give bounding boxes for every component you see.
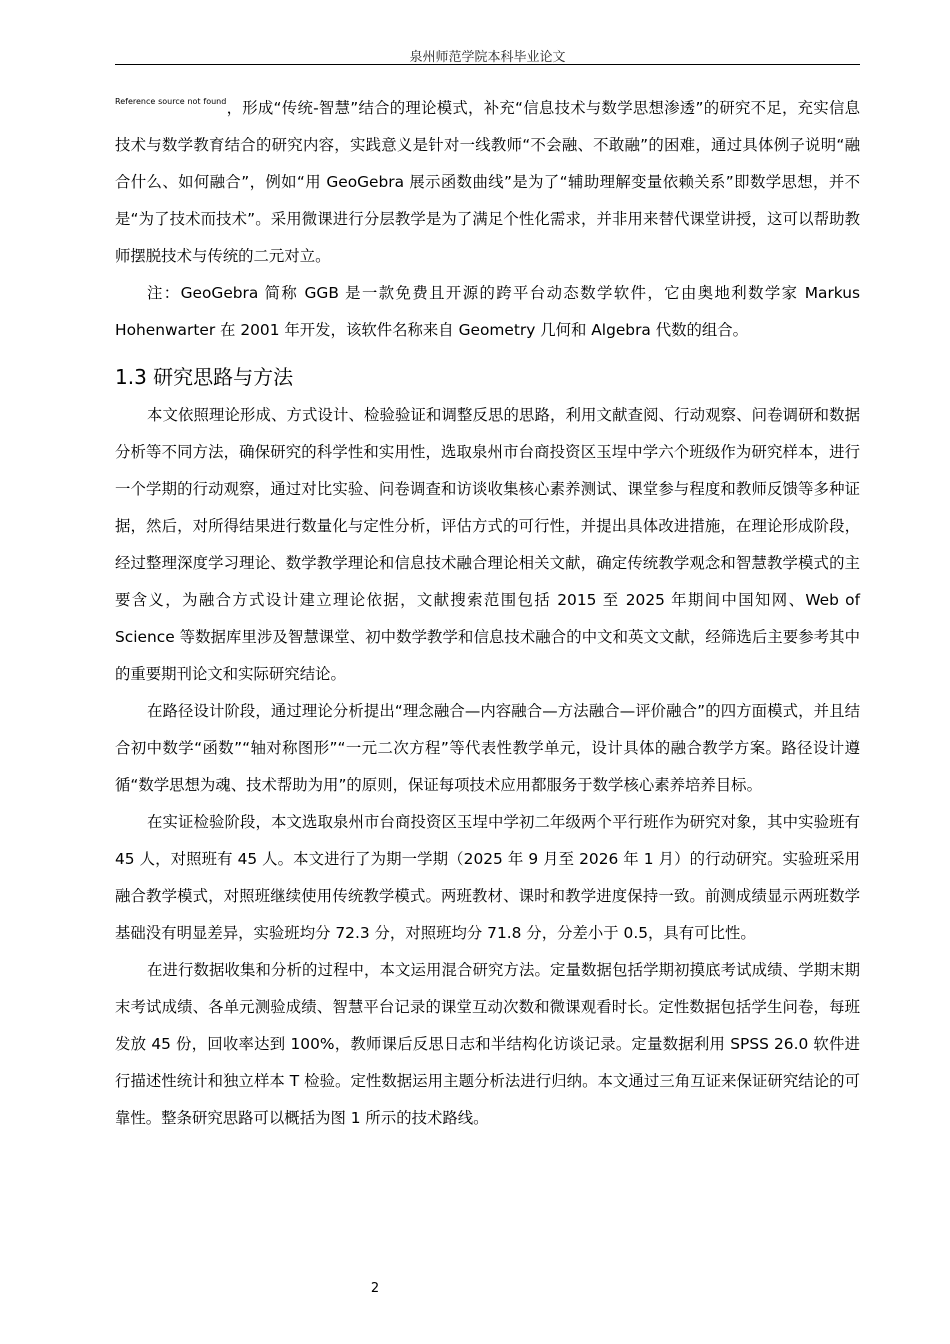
paragraph-continuation <box>115 90 860 275</box>
paragraph-continuation-text: ，形成“传统-智慧”结合的理论模式，补充“信息技术与数学思想渗透”的研究不足，充实信息技术与数学教育结合的研究内容，实践意义是针对一线教师“不会融、不敢融”的困难，通过具体例子说明“融合什么、如何融合”，例如“用 GeoGebra 展示函数曲线”是为了“辅助理解变量依赖关系”即数学思想，并不是“为了技术而技术”。采用微课进行分层教学是为了满足个性化需求，并非用来替代课堂讲授，这可以帮助教师摆脱技术与传统的二元对立。 <box>115 99 860 265</box>
paragraph-research-approach: 本文依照理论形成、方式设计、检验验证和调整反思的思路，利用文献查阅、行动观察、问卷调研和数据分析等不同方法，确保研究的科学性和实用性，选取泉州市台商投资区玉埕中学六个班级作为研究样本，进行一个学期的行动观察，通过对比实验、问卷调查和访谈收集核心素养测试、课堂参与程度和教师反馈等多种证据，然后，对所得结果进行数量化与定性分析，评估方式的可行性，并提出具体改进措施，在理论形成阶段，经过整理深度学习理论、数学教学理论和信息技术融合理论相关文献，确定传统教学观念和智慧教学模式的主要含义，为融合方式设计建立理论依据，文献搜索范围包括 2015 至 2025 年期间中国知网、Web of Science 等数据库里涉及智慧课堂、初中数学教学和信息技术融合的中文和英文文献，经筛选后主要参考其中的重要期刊论文和实际研究结论。 <box>115 406 860 683</box>
document-body <box>115 90 860 1137</box>
paragraph-empirical-test: 在实证检验阶段，本文选取泉州市台商投资区玉埕中学初二年级两个平行班作为研究对象，其中实验班有 45 人，对照班有 45 人。本文进行了为期一学期（2025 年 9 月至 2026 年 1 月）的行动研究。实验班采用融合教学模式，对照班继续使用传统教学模式。两班教材、课时和教学进度保持一致。前测成绩显示两班数学基础没有明显差异，实验班均分 72.3 分，对照班均分 71.8 分，分差小于 0.5，具有可比性。 <box>115 813 860 942</box>
section-heading: 1.3 研究思路与方法 <box>115 365 294 389</box>
page-header-title: 泉州师范学院本科毕业论文 <box>409 50 566 65</box>
page-number: 2 <box>370 1281 380 1296</box>
note-paragraph: 注：GeoGebra 简称 GGB 是一款免费且开源的跨平台动态数学软件，它由奥地利数学家 Markus Hohenwarter 在 2001 年开发，该软件名称来自 Geometry 几何和 Algebra 代数的组合。 <box>115 284 860 339</box>
reference-error-text: Reference source not found <box>115 97 227 106</box>
paragraph-path-design: 在路径设计阶段，通过理论分析提出“理念融合—内容融合—方法融合—评价融合”的四方面模式，并且结合初中数学“函数”“轴对称图形”“一元二次方程”等代表性教学单元，设计具体的融合教学方案。路径设计遵循“数学思想为魂、技术帮助为用”的原则，保证每项技术应用都服务于数学核心素养培养目标。 <box>115 702 860 794</box>
header-divider <box>115 64 860 65</box>
paragraph-data-analysis: 在进行数据收集和分析的过程中，本文运用混合研究方法。定量数据包括学期初摸底考试成绩、学期末期末考试成绩、各单元测验成绩、智慧平台记录的课堂互动次数和微课观看时长。定性数据包括学生问卷，每班发放 45 份，回收率达到 100%，教师课后反思日志和半结构化访谈记录。定量数据利用 SPSS 26.0 软件进行描述性统计和独立样本 T 检验。定性数据运用主题分析法进行归纳。本文通过三角互证来保证研究结论的可靠性。整条研究思路可以概括为图 1 所示的技术路线。 <box>115 961 860 1127</box>
